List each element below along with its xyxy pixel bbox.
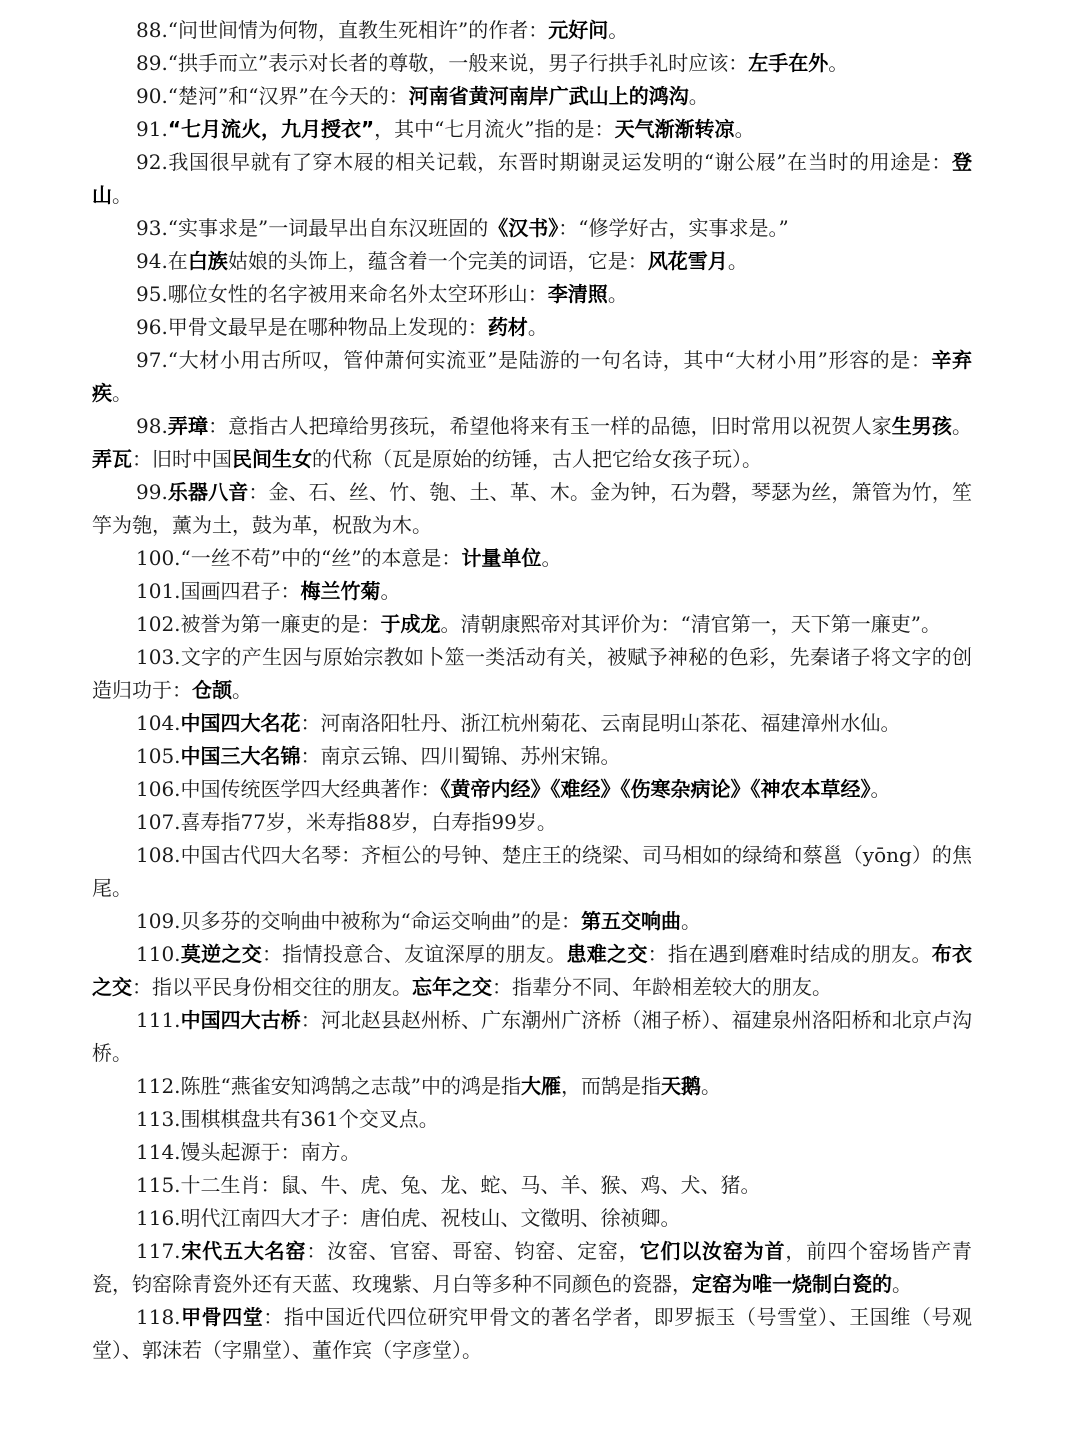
bold-answer-text: “七月流火，九月授衣” — [167, 117, 375, 141]
item-text: 。 — [700, 1074, 721, 1098]
item-text: ：河北赵县赵州桥、广东潮州广济桥（湘子桥）、福建泉州洛阳桥和北京卢沟桥。 — [92, 1008, 973, 1065]
bold-answer-text: 梅兰竹菊 — [300, 579, 381, 603]
bold-answer-text: 患难之交 — [566, 942, 648, 966]
item-text: 106.中国传统医学四大经典著作： — [136, 777, 441, 801]
item-text: 93.“实事求是”一词最早出自东汉班固的 — [136, 216, 489, 240]
bold-answer-text: 白族 — [187, 249, 228, 273]
list-item — [92, 113, 972, 146]
item-text: 109.贝多芬的交响曲中被称为“命运交响曲”的是： — [136, 909, 581, 933]
bold-answer-text: 宋代五大名窑 — [180, 1239, 307, 1263]
item-text: 114.馒头起源于：南方。 — [136, 1140, 361, 1164]
item-text: ，其中“七月流火”指的是： — [374, 117, 615, 141]
item-text: 116.明代江南四大才子：唐伯虎、祝枝山、文徵明、徐祯卿。 — [136, 1206, 681, 1230]
list-item — [92, 80, 972, 113]
item-text: 。 — [952, 414, 973, 438]
item-text: 100.“一丝不苟”中的“丝”的本意是： — [136, 546, 462, 570]
list-item — [92, 1136, 972, 1169]
bold-answer-text: 辛弃疾 — [92, 348, 972, 405]
item-text: 105. — [136, 744, 181, 768]
item-text: 。 — [112, 381, 132, 405]
bold-answer-text: 弄璋 — [167, 414, 209, 438]
item-text: 102.被誉为第一廉吏的是： — [136, 612, 381, 636]
list-item — [92, 410, 972, 476]
item-text: ：南京云锦、四川蜀锦、苏州宋锦。 — [300, 744, 621, 768]
bold-answer-text: 《汉书》 — [488, 216, 559, 240]
bold-answer-text: 登山 — [92, 150, 972, 207]
item-text: ：指以平民身份相交往的朋友。 — [132, 975, 412, 999]
list-item — [92, 1235, 972, 1301]
item-text: 。 — [680, 909, 701, 933]
item-text: 97.“大材小用古所叹，管仲萧何实流亚”是陆游的一句名诗，其中“大材小用”形容的是： — [136, 348, 932, 372]
bold-answer-text: 于成龙 — [380, 612, 441, 636]
list-item — [92, 1301, 972, 1367]
bold-answer-text: 元好问 — [548, 18, 609, 42]
item-text: 110. — [136, 942, 181, 966]
list-item — [92, 707, 972, 740]
item-text: 108.中国古代四大名琴：齐桓公的号钟、楚庄王的绕梁、司马相如的绿绮和蔡邕（yōng）的焦尾。 — [92, 843, 972, 900]
bold-answer-text: 中国四大名花 — [180, 711, 301, 735]
list-item — [92, 608, 972, 641]
item-text: 111. — [136, 1008, 181, 1032]
item-text: ：指情投意合、友谊深厚的朋友。 — [262, 942, 567, 966]
item-text: ：金、石、丝、竹、匏、土、革、木。金为钟，石为磬，琴瑟为丝，箫管为竹，笙竽为匏，薰为土，鼓为革，柷敔为木。 — [92, 480, 973, 537]
list-item — [92, 740, 972, 773]
list-item — [92, 773, 972, 806]
list-item — [92, 806, 972, 839]
item-text: 。 — [527, 315, 548, 339]
item-text: 115.十二生肖：鼠、牛、虎、兔、龙、蛇、马、羊、猴、鸡、犬、猪。 — [136, 1173, 761, 1197]
bold-answer-text: 忘年之交 — [412, 975, 492, 999]
bold-answer-text: 计量单位 — [461, 546, 542, 570]
bold-answer-text: 河南省黄河南岸广武山上的鸿沟 — [408, 84, 689, 108]
item-text: 。清朝康熙帝对其评价为：“清官第一，天下第一廉吏”。 — [440, 612, 941, 636]
list-item — [92, 542, 972, 575]
bold-answer-text: 大雁 — [520, 1074, 561, 1098]
item-text: 。 — [380, 579, 401, 603]
list-item — [92, 14, 972, 47]
list-item — [92, 212, 972, 245]
item-text: 。 — [727, 249, 748, 273]
list-item — [92, 641, 972, 707]
bold-answer-text: 仓颉 — [192, 678, 232, 702]
list-item — [92, 839, 972, 905]
item-text: 。 — [870, 777, 891, 801]
item-text: ：指辈分不同、年龄相差较大的朋友。 — [492, 975, 832, 999]
item-text: ：指中国近代四位研究甲骨文的著名学者，即罗振玉（号雪堂）、王国维（号观堂）、郭沫若（字鼎堂）、董作宾（字彦堂）。 — [92, 1305, 973, 1362]
bold-answer-text: 莫逆之交 — [180, 942, 263, 966]
bold-answer-text: 甲骨四堂 — [180, 1305, 264, 1329]
item-text: 。 — [892, 1272, 912, 1296]
list-item — [92, 146, 972, 212]
list-item — [92, 1070, 972, 1103]
bold-answer-text: 天鹅 — [660, 1074, 701, 1098]
item-text: 。 — [112, 183, 132, 207]
item-text: ：意指古人把璋给男孩玩，希望他将来有玉一样的品德，旧时常用以祝贺人家 — [208, 414, 892, 438]
item-text: 90.“楚河”和“汉界”在今天的： — [136, 84, 409, 108]
item-text: 99. — [136, 480, 168, 504]
bold-answer-text: 中国四大古桥 — [180, 1008, 301, 1032]
list-item — [92, 311, 972, 344]
item-text: 98. — [136, 414, 168, 438]
bold-answer-text: 布衣之交 — [92, 942, 973, 999]
bold-answer-text: 《黄帝内经》《难经》《伤寒杂病论》《神农本草经》 — [440, 777, 871, 801]
list-item — [92, 476, 972, 542]
item-text: ：汝窑、官窑、哥窑、钧窑、定窑， — [306, 1239, 640, 1263]
bold-answer-text: 定窑为唯一烧制白瓷的 — [692, 1272, 892, 1296]
bold-answer-text: 弄瓦 — [92, 447, 132, 471]
item-text: 姑娘的头饰上，蕴含着一个完美的词语，它是： — [227, 249, 648, 273]
item-text: ：“修学好古，实事求是。” — [558, 216, 789, 240]
item-text: 117. — [136, 1239, 181, 1263]
item-text: 92.我国很早就有了穿木屐的相关记载，东晋时期谢灵运发明的“谢公屐”在当时的用途是： — [136, 150, 952, 174]
bold-answer-text: 天气渐渐转凉 — [614, 117, 735, 141]
bold-answer-text: 左手在外 — [748, 51, 829, 75]
list-item — [92, 938, 972, 1004]
bold-answer-text: 药材 — [487, 315, 528, 339]
item-text: 95.哪位女性的名字被用来命名外太空环形山： — [136, 282, 548, 306]
item-text: ，而鹄是指 — [560, 1074, 661, 1098]
list-item — [92, 1169, 972, 1202]
item-text: 101.国画四君子： — [136, 579, 301, 603]
item-text: 107.喜寿指77岁，米寿指88岁，白寿指99岁。 — [136, 810, 557, 834]
item-text: 94.在 — [136, 249, 188, 273]
item-text: 89.“拱手而立”表示对长者的尊敬，一般来说，男子行拱手礼时应该： — [136, 51, 749, 75]
item-text: 88.“问世间情为何物，直教生死相许”的作者： — [136, 18, 549, 42]
bold-answer-text: 民间生女 — [232, 447, 312, 471]
bold-answer-text: 风花雪月 — [647, 249, 728, 273]
item-text: ：旧时中国 — [132, 447, 232, 471]
list-item — [92, 1004, 972, 1070]
list-item — [92, 47, 972, 80]
item-text: ，前四个窑场皆产青瓷，钧窑除青瓷外还有天蓝、玫瑰紫、月白等多种不同颜色的瓷器， — [92, 1239, 972, 1296]
list-item — [92, 245, 972, 278]
bold-answer-text: 第五交响曲 — [580, 909, 681, 933]
item-text: 。 — [232, 678, 252, 702]
item-text: 。 — [607, 282, 628, 306]
document-page — [92, 14, 972, 1367]
bold-answer-text: 中国三大名锦 — [180, 744, 301, 768]
list-item — [92, 278, 972, 311]
item-text: ：指在遇到磨难时结成的朋友。 — [647, 942, 932, 966]
list-item — [92, 1103, 972, 1136]
item-text: 104. — [136, 711, 181, 735]
item-text: 118. — [136, 1305, 181, 1329]
item-text: 。 — [541, 546, 562, 570]
bold-answer-text: 乐器八音 — [167, 480, 249, 504]
item-text: 。 — [828, 51, 849, 75]
list-item — [92, 905, 972, 938]
bold-answer-text: 李清照 — [547, 282, 608, 306]
bold-answer-text: 生男孩 — [891, 414, 953, 438]
list-item — [92, 575, 972, 608]
item-text: 91. — [136, 117, 168, 141]
item-text: 。 — [734, 117, 755, 141]
item-text: 的代称（瓦是原始的纺锤，古人把它给女孩子玩）。 — [312, 447, 762, 471]
list-item — [92, 1202, 972, 1235]
item-text: 96.甲骨文最早是在哪种物品上发现的： — [136, 315, 488, 339]
item-text: 。 — [608, 18, 629, 42]
item-text: 112.陈胜“燕雀安知鸿鹄之志哉”中的鸿是指 — [136, 1074, 521, 1098]
item-text: 103.文字的产生因与原始宗教如卜筮一类活动有关，被赋予神秘的色彩，先秦诸子将文字的创造归功于： — [92, 645, 972, 702]
list-item — [92, 344, 972, 410]
bold-answer-text: 它们以汝窑为首 — [639, 1239, 786, 1263]
item-text: 113.围棋棋盘共有361个交叉点。 — [136, 1107, 439, 1131]
item-text: ：河南洛阳牡丹、浙江杭州菊花、云南昆明山茶花、福建漳州水仙。 — [300, 711, 901, 735]
item-text: 。 — [688, 84, 709, 108]
